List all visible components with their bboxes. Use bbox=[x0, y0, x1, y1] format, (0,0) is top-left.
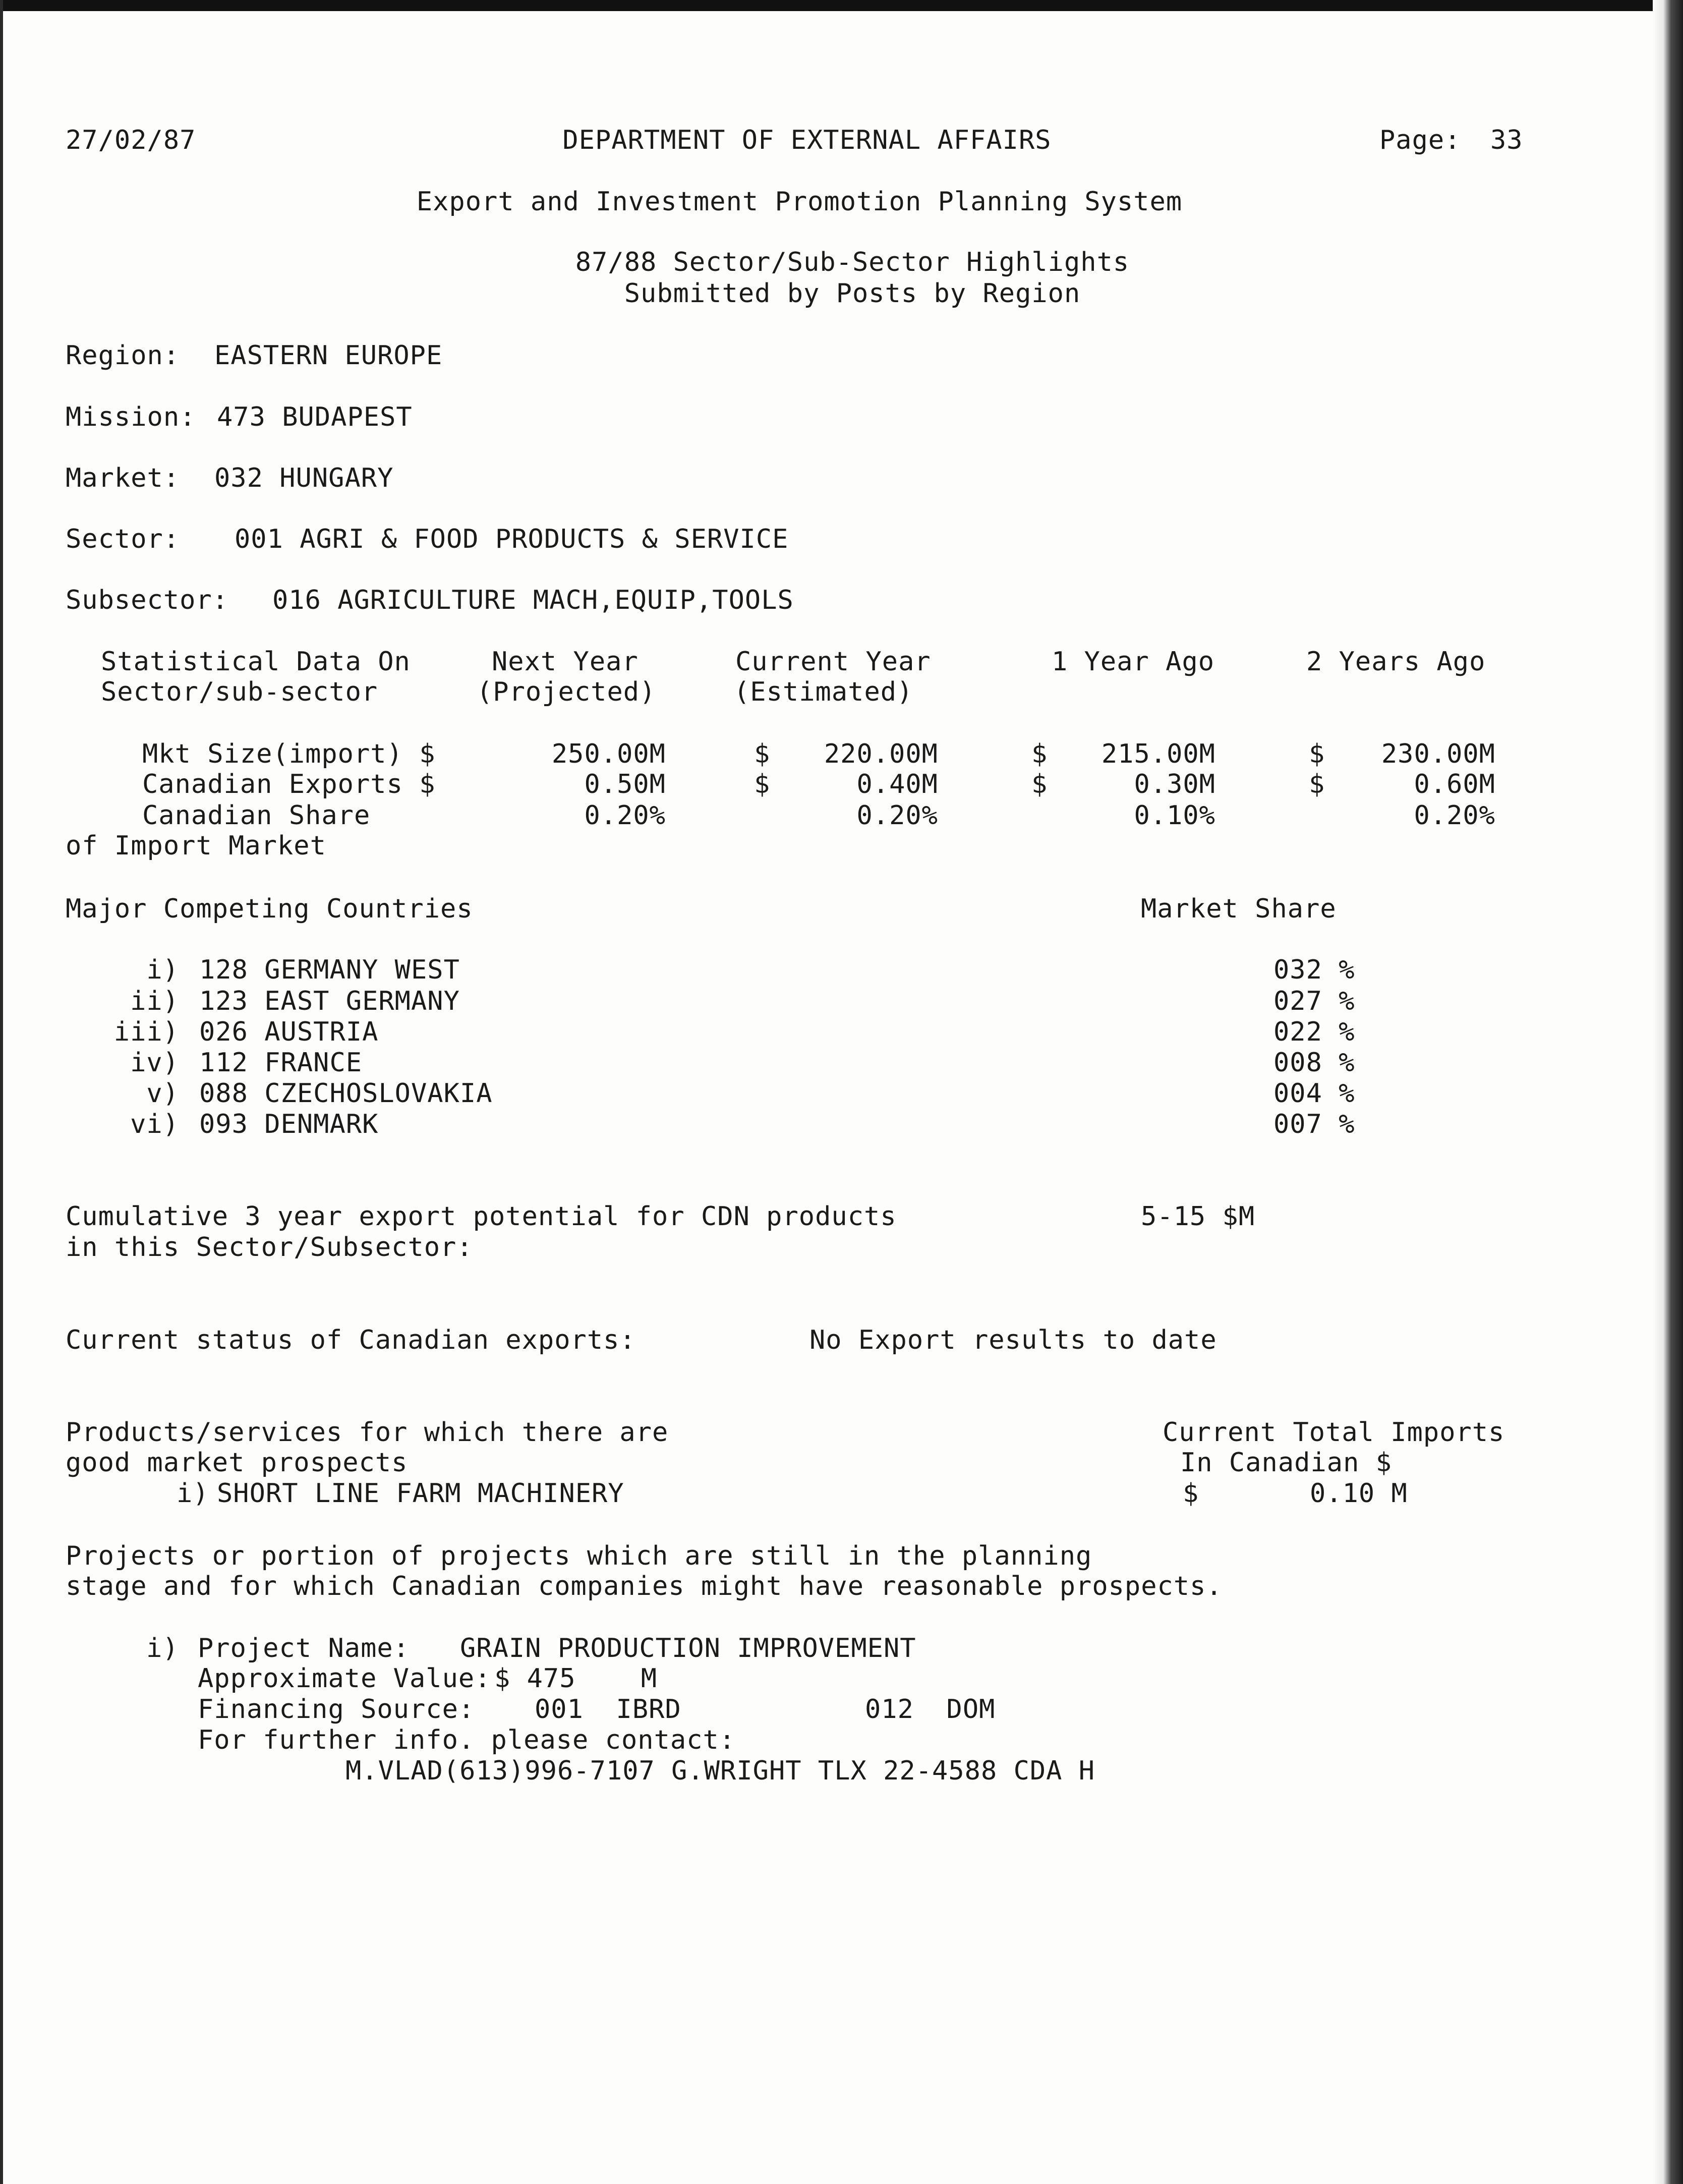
competitor-share: 032 % bbox=[1273, 955, 1355, 985]
competitor-name: 112 FRANCE bbox=[199, 1048, 363, 1078]
region-value: EASTERN EUROPE bbox=[214, 340, 443, 371]
product-dollar: $ bbox=[1183, 1478, 1199, 1509]
sector-value: 001 AGRI & FOOD PRODUCTS & SERVICE bbox=[235, 524, 789, 554]
potential-text-line2: in this Sector/Subsector: bbox=[66, 1232, 473, 1262]
imports-heading: Current Total Imports bbox=[1163, 1417, 1505, 1448]
dollar-sign: $ bbox=[754, 739, 771, 769]
competitors-heading: Major Competing Countries bbox=[66, 894, 473, 924]
competitor-share: 008 % bbox=[1273, 1048, 1355, 1078]
mission-label: Mission: bbox=[66, 402, 196, 432]
sector-label: Sector: bbox=[66, 524, 180, 554]
market-share-heading: Market Share bbox=[1141, 894, 1337, 924]
stats-header-2-years-ago: 2 Years Ago bbox=[1306, 647, 1486, 677]
stats-exports-current: 0.40M bbox=[856, 769, 938, 799]
scan-left-border bbox=[0, 0, 3, 2184]
stats-row-market-size-label: Mkt Size(import) $ bbox=[142, 739, 436, 769]
competitor-share: 007 % bbox=[1273, 1109, 1355, 1139]
stats-share-1yr: 0.10% bbox=[1134, 800, 1215, 831]
stats-row-exports-label: Canadian Exports $ bbox=[142, 769, 436, 799]
competitor-index: i) bbox=[146, 955, 179, 985]
scan-top-border bbox=[0, 0, 1683, 11]
dollar-sign: $ bbox=[754, 769, 771, 799]
competitor-index: iii) bbox=[113, 1017, 179, 1047]
project-name-value: GRAIN PRODUCTION IMPROVEMENT bbox=[460, 1633, 916, 1663]
region-label: Region: bbox=[66, 340, 180, 371]
report-title: 87/88 Sector/Sub-Sector Highlights bbox=[575, 247, 1130, 277]
scan-right-border bbox=[1653, 0, 1683, 2184]
dollar-sign: $ bbox=[1309, 769, 1325, 799]
project-index: i) bbox=[146, 1633, 179, 1663]
competitor-index: v) bbox=[146, 1078, 179, 1109]
report-subtitle: Submitted by Posts by Region bbox=[624, 278, 1081, 309]
competitor-index: ii) bbox=[130, 986, 179, 1016]
stats-row-share-label: Canadian Share bbox=[142, 800, 371, 831]
project-financing-label: Financing Source: bbox=[198, 1694, 475, 1725]
stats-header-projected: (Projected) bbox=[477, 677, 656, 707]
potential-text-line1: Cumulative 3 year export potential for CDN products bbox=[66, 1201, 897, 1232]
department-title: DEPARTMENT OF EXTERNAL AFFAIRS bbox=[562, 125, 1052, 155]
potential-value: 5-15 $M bbox=[1141, 1201, 1255, 1232]
project-name-label: Project Name: bbox=[198, 1633, 410, 1663]
competitor-name: 093 DENMARK bbox=[199, 1109, 379, 1139]
project-financing-source-1: 001 IBRD bbox=[535, 1694, 681, 1725]
competitor-share: 022 % bbox=[1273, 1017, 1355, 1047]
system-title: Export and Investment Promotion Planning System bbox=[416, 187, 1183, 217]
dollar-sign: $ bbox=[1309, 739, 1325, 769]
competitor-name: 026 AUSTRIA bbox=[199, 1017, 379, 1047]
stats-share-next: 0.20% bbox=[584, 800, 666, 831]
stats-market-size-2yr: 230.00M bbox=[1381, 739, 1495, 769]
project-value-label: Approximate Value: bbox=[198, 1663, 491, 1694]
product-index: i) bbox=[177, 1478, 209, 1509]
subsector-value: 016 AGRICULTURE MACH,EQUIP,TOOLS bbox=[272, 585, 794, 615]
status-value: No Export results to date bbox=[809, 1325, 1217, 1355]
competitor-name: 128 GERMANY WEST bbox=[199, 955, 460, 985]
stats-exports-2yr: 0.60M bbox=[1414, 769, 1495, 799]
dollar-sign: $ bbox=[1031, 739, 1048, 769]
page-number: 33 bbox=[1490, 125, 1523, 155]
stats-header-1-year-ago: 1 Year Ago bbox=[1052, 647, 1215, 677]
product-import-value: 0.10 M bbox=[1310, 1478, 1408, 1509]
stats-header-next-year: Next Year bbox=[492, 647, 639, 677]
report-date: 27/02/87 bbox=[66, 125, 196, 155]
stats-row-share-label-cont: of Import Market bbox=[66, 831, 326, 861]
products-text-line2: good market prospects bbox=[66, 1448, 408, 1478]
stats-exports-next: 0.50M bbox=[584, 769, 666, 799]
products-text-line1: Products/services for which there are bbox=[66, 1417, 669, 1448]
product-name: SHORT LINE FARM MACHINERY bbox=[217, 1478, 624, 1509]
mission-value: 473 BUDAPEST bbox=[217, 402, 413, 432]
stats-header-col1-sub: Sector/sub-sector bbox=[101, 677, 378, 707]
stats-market-size-next: 250.00M bbox=[551, 739, 666, 769]
subsector-label: Subsector: bbox=[66, 585, 229, 615]
project-contact-value: M.VLAD(613)996-7107 G.WRIGHT TLX 22-4588 CDA H bbox=[345, 1756, 1095, 1786]
competitor-name: 123 EAST GERMANY bbox=[199, 986, 460, 1016]
market-value: 032 HUNGARY bbox=[214, 463, 394, 493]
project-contact-label: For further info. please contact: bbox=[198, 1725, 736, 1755]
stats-header-col1: Statistical Data On bbox=[101, 647, 411, 677]
market-label: Market: bbox=[66, 463, 180, 493]
competitor-share: 027 % bbox=[1273, 986, 1355, 1016]
stats-header-estimated: (Estimated) bbox=[734, 677, 913, 707]
stats-share-2yr: 0.20% bbox=[1414, 800, 1495, 831]
project-value-amount: $ 475 M bbox=[494, 1663, 658, 1694]
competitor-name: 088 CZECHOSLOVAKIA bbox=[199, 1078, 493, 1109]
dollar-sign: $ bbox=[1031, 769, 1048, 799]
stats-share-current: 0.20% bbox=[856, 800, 938, 831]
projects-text-line1: Projects or portion of projects which are still in the planning bbox=[66, 1541, 1092, 1571]
stats-header-current-year: Current Year bbox=[735, 647, 931, 677]
page-label: Page: bbox=[1379, 125, 1461, 155]
competitor-index: vi) bbox=[130, 1109, 179, 1139]
imports-subheading: In Canadian $ bbox=[1180, 1448, 1392, 1478]
status-label: Current status of Canadian exports: bbox=[66, 1325, 636, 1355]
projects-text-line2: stage and for which Canadian companies might have reasonable prospects. bbox=[66, 1571, 1223, 1601]
stats-exports-1yr: 0.30M bbox=[1134, 769, 1215, 799]
stats-market-size-current: 220.00M bbox=[824, 739, 938, 769]
competitor-index: iv) bbox=[130, 1048, 179, 1078]
competitor-share: 004 % bbox=[1273, 1078, 1355, 1109]
project-financing-source-2: 012 DOM bbox=[865, 1694, 996, 1725]
stats-market-size-1yr: 215.00M bbox=[1101, 739, 1215, 769]
